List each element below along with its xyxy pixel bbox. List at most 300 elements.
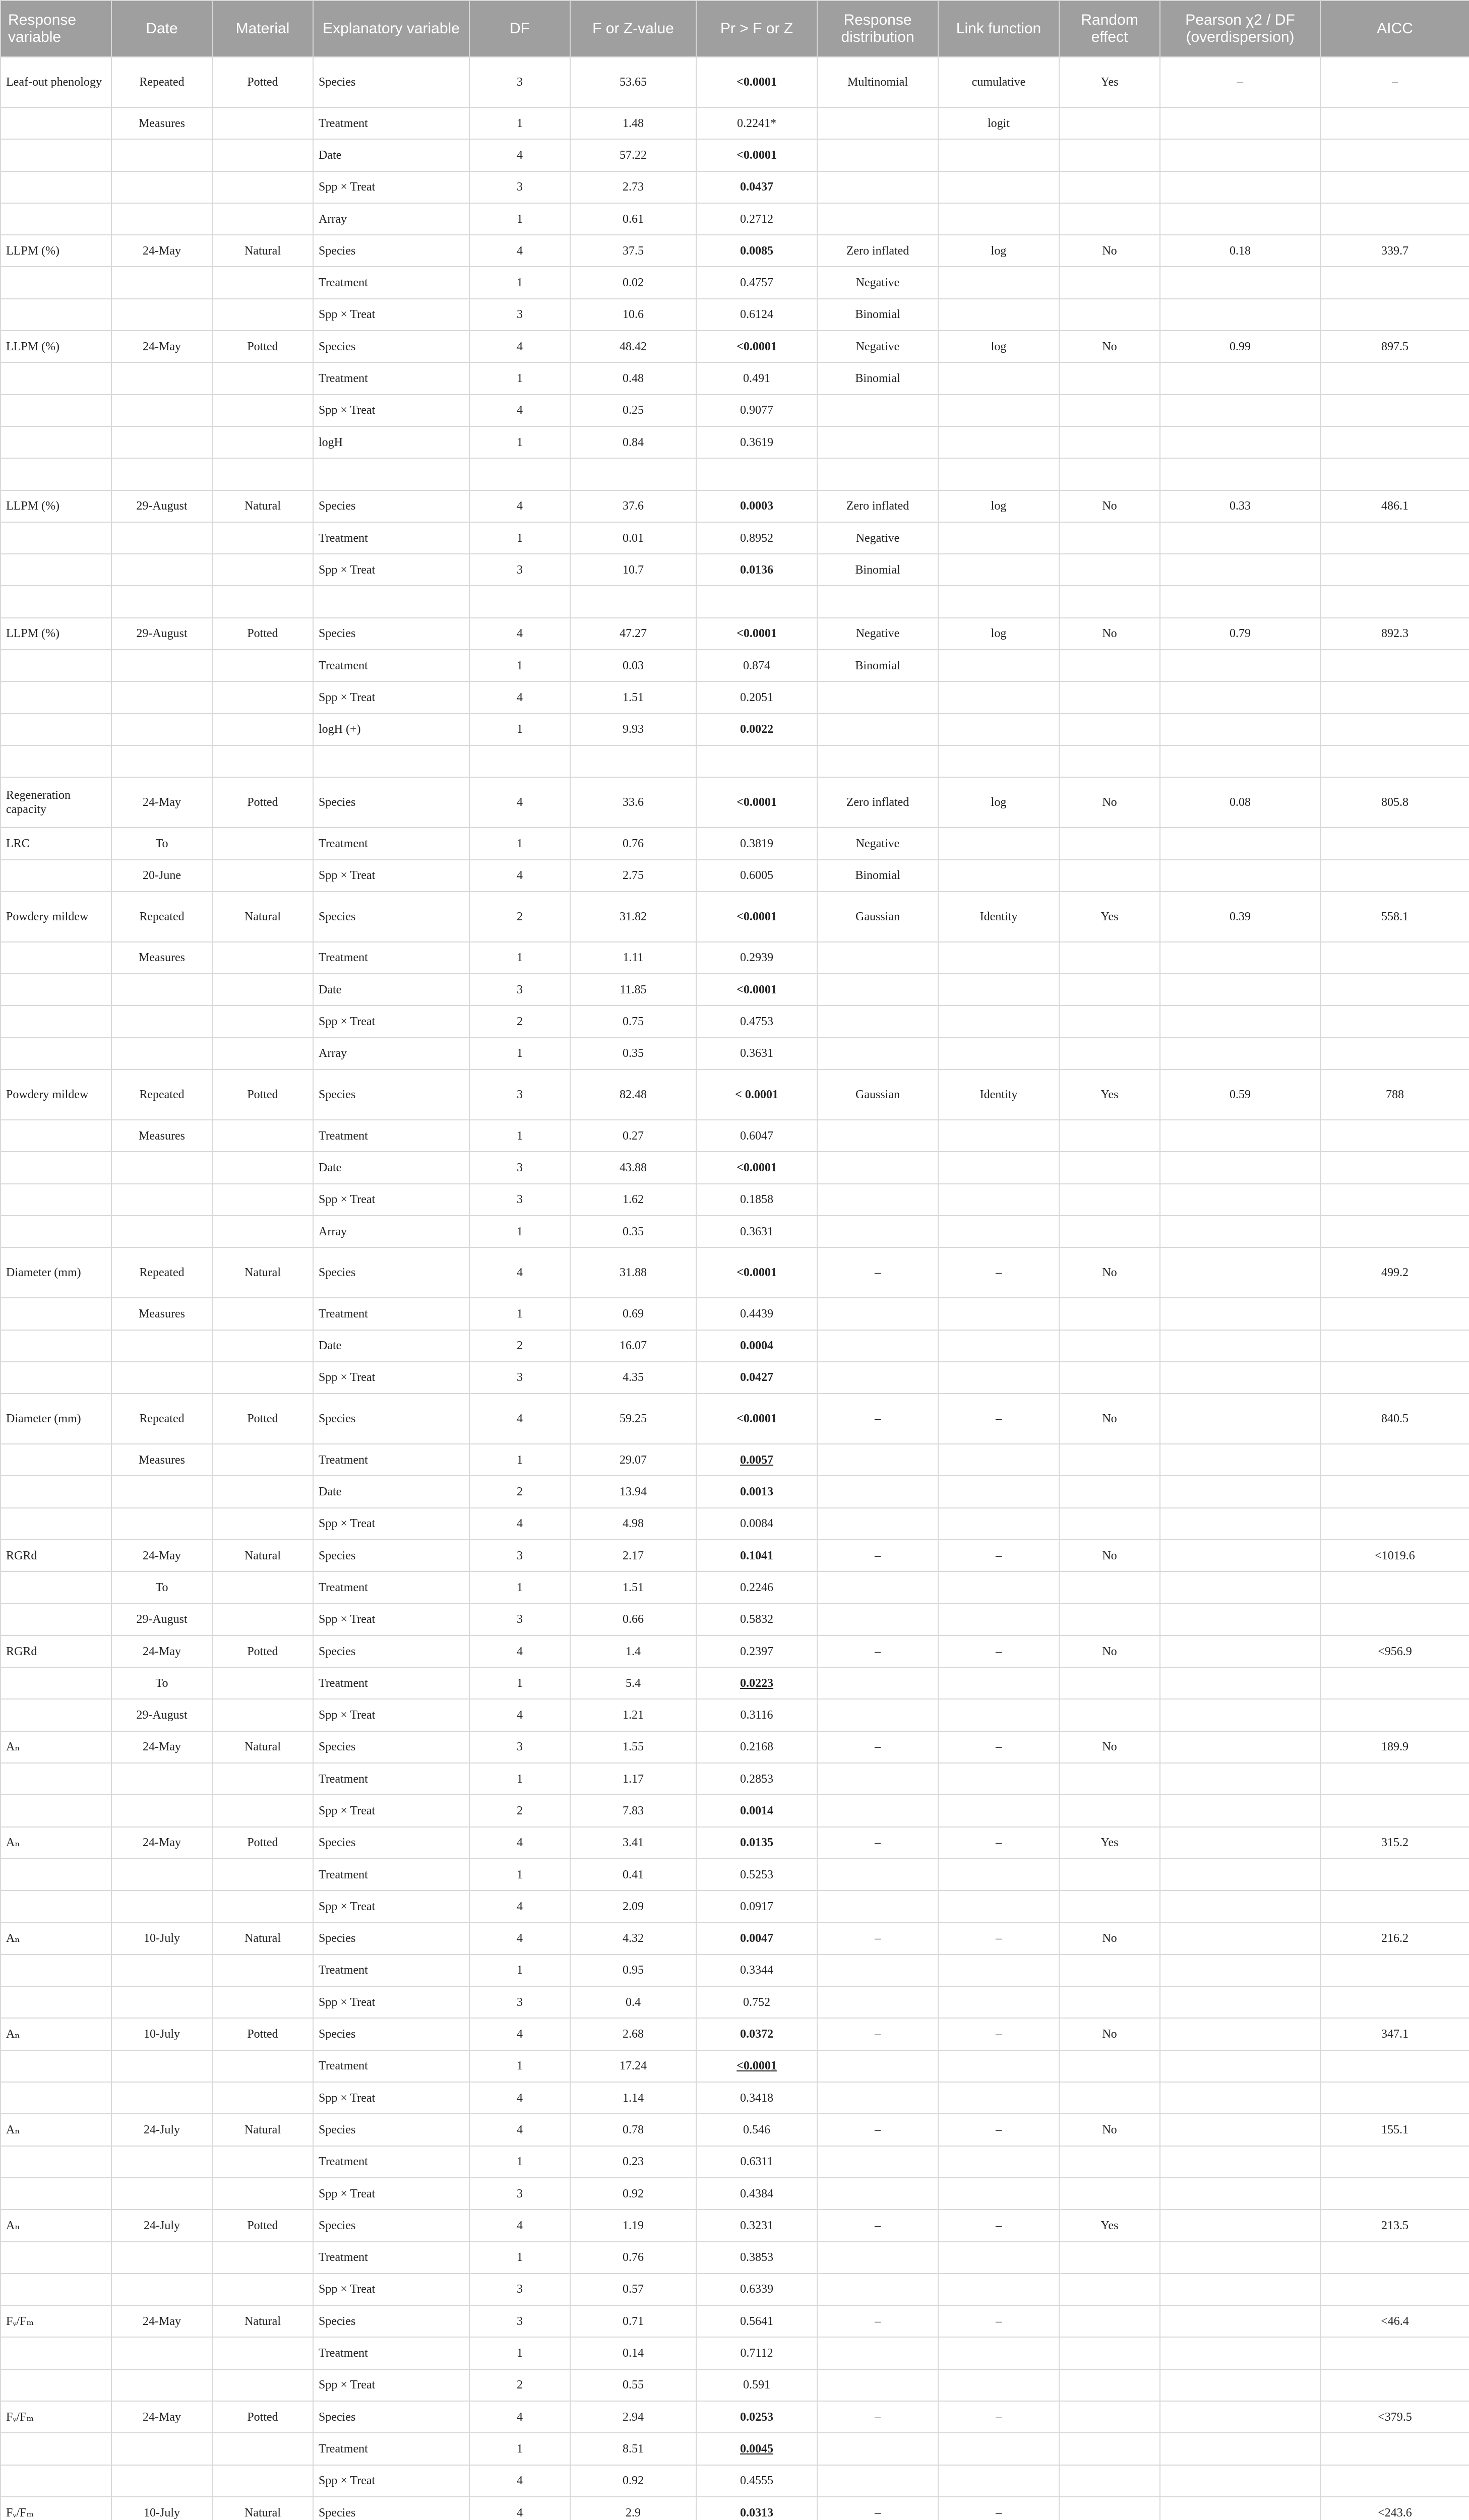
cell-p-value: 0.2168	[696, 1731, 817, 1763]
cell-overdispersion: 0.99	[1160, 331, 1320, 362]
cell-response-distribution	[817, 2242, 938, 2274]
cell-material	[212, 1859, 313, 1891]
cell-overdispersion	[1160, 2305, 1320, 2337]
cell-aicc	[1320, 1120, 1469, 1152]
table-row	[1, 2465, 1469, 2497]
cell-material	[212, 1216, 313, 1247]
cell-f-value: 1.51	[570, 1571, 696, 1603]
cell-response-variable	[1, 714, 111, 745]
table-row	[1, 1731, 1469, 1763]
cell-overdispersion	[1160, 1247, 1320, 1298]
cell-response-distribution: Binomial	[817, 860, 938, 892]
cell-explanatory-variable: Species	[313, 1247, 469, 1298]
cell-response-variable	[1, 395, 111, 426]
cell-response-variable	[1, 1005, 111, 1037]
cell-link-function	[938, 828, 1059, 859]
cell-response-variable: LLPM (%)	[1, 331, 111, 362]
cell-date	[111, 2242, 212, 2274]
cell-df: 3	[469, 554, 570, 586]
cell-material	[212, 681, 313, 713]
cell-f-value: 0.48	[570, 362, 696, 394]
cell-aicc	[1320, 203, 1469, 235]
table-row	[1, 681, 1469, 713]
cell-response-distribution: –	[817, 1923, 938, 1955]
cell-material: Natural	[212, 1923, 313, 1955]
cell-df: 4	[469, 618, 570, 650]
cell-p-value: 0.1858	[696, 1184, 817, 1216]
cell-df: 1	[469, 1444, 570, 1476]
cell-explanatory-variable: Species	[313, 235, 469, 267]
cell-material	[212, 1986, 313, 2018]
cell-overdispersion	[1160, 1891, 1320, 1922]
table-row	[1, 1298, 1469, 1330]
cell-f-value: 1.4	[570, 1635, 696, 1667]
cell-aicc	[1320, 1763, 1469, 1795]
cell-material: Natural	[212, 1731, 313, 1763]
cell-f-value: 0.02	[570, 267, 696, 298]
cell-explanatory-variable: Date	[313, 1476, 469, 1507]
cell-response-distribution	[817, 1667, 938, 1699]
cell-aicc	[1320, 1362, 1469, 1394]
cell-df: 2	[469, 1476, 570, 1507]
cell-date: 10-July	[111, 1923, 212, 1955]
cell-f-value: 16.07	[570, 1330, 696, 1362]
cell-f-value: 2.09	[570, 1891, 696, 1922]
cell-aicc	[1320, 681, 1469, 713]
cell-date: 29-August	[111, 1604, 212, 1635]
cell-overdispersion	[1160, 681, 1320, 713]
cell-explanatory-variable: Species	[313, 1731, 469, 1763]
cell-date: Measures	[111, 942, 212, 974]
cell-overdispersion	[1160, 1859, 1320, 1891]
cell-aicc	[1320, 2082, 1469, 2114]
cell-explanatory-variable: Spp × Treat	[313, 1184, 469, 1216]
cell-link-function	[938, 1571, 1059, 1603]
cell-explanatory-variable: Species	[313, 2401, 469, 2433]
cell-f-value: 11.85	[570, 974, 696, 1005]
cell-f-value: 31.82	[570, 892, 696, 942]
cell-material	[212, 2369, 313, 2401]
cell-link-function	[938, 1184, 1059, 1216]
cell-date: Measures	[111, 1444, 212, 1476]
cell-response-distribution	[817, 1298, 938, 1330]
table-row	[1, 777, 1469, 828]
cell-link-function	[938, 974, 1059, 1005]
cell-p-value: 0.0917	[696, 1891, 817, 1922]
cell-f-value: 0.76	[570, 828, 696, 859]
cell-link-function	[938, 1476, 1059, 1507]
cell-explanatory-variable: Species	[313, 2114, 469, 2146]
cell-df: 1	[469, 2433, 570, 2465]
cell-df	[469, 458, 570, 490]
cell-df: 3	[469, 2274, 570, 2305]
cell-explanatory-variable: Treatment	[313, 1859, 469, 1891]
cell-link-function: –	[938, 2114, 1059, 2146]
cell-response-distribution: –	[817, 2018, 938, 2050]
cell-p-value: 0.5641	[696, 2305, 817, 2337]
cell-response-variable	[1, 2082, 111, 2114]
cell-response-variable	[1, 860, 111, 892]
cell-aicc: 216.2	[1320, 1923, 1469, 1955]
cell-random-effect	[1059, 2178, 1160, 2210]
cell-response-distribution	[817, 2146, 938, 2178]
cell-df: 4	[469, 2018, 570, 2050]
table-row	[1, 1444, 1469, 1476]
cell-p-value: 0.0003	[696, 490, 817, 522]
cell-aicc	[1320, 1699, 1469, 1731]
cell-material	[212, 942, 313, 974]
cell-aicc	[1320, 2274, 1469, 2305]
cell-overdispersion	[1160, 650, 1320, 681]
cell-explanatory-variable: Spp × Treat	[313, 1795, 469, 1826]
cell-response-distribution	[817, 974, 938, 1005]
cell-aicc	[1320, 650, 1469, 681]
cell-material: Potted	[212, 1827, 313, 1859]
cell-link-function	[938, 1508, 1059, 1540]
cell-random-effect	[1059, 107, 1160, 139]
cell-p-value: 0.3631	[696, 1038, 817, 1069]
cell-overdispersion: 0.79	[1160, 618, 1320, 650]
cell-p-value: 0.3116	[696, 1699, 817, 1731]
cell-explanatory-variable: Treatment	[313, 650, 469, 681]
cell-explanatory-variable: Treatment	[313, 1667, 469, 1699]
cell-date: To	[111, 1571, 212, 1603]
cell-link-function	[938, 745, 1059, 777]
cell-aicc	[1320, 362, 1469, 394]
cell-df: 2	[469, 2369, 570, 2401]
cell-random-effect	[1059, 1859, 1160, 1891]
cell-response-distribution: Zero inflated	[817, 777, 938, 828]
cell-link-function: –	[938, 1827, 1059, 1859]
cell-response-distribution	[817, 2337, 938, 2369]
cell-date	[111, 1216, 212, 1247]
table-row	[1, 2082, 1469, 2114]
cell-response-variable	[1, 1120, 111, 1152]
cell-material	[212, 1955, 313, 1986]
cell-response-distribution	[817, 1604, 938, 1635]
cell-p-value: 0.3619	[696, 426, 817, 458]
cell-material: Potted	[212, 1394, 313, 1444]
cell-response-variable	[1, 554, 111, 586]
cell-date: 24-May	[111, 235, 212, 267]
cell-f-value	[570, 745, 696, 777]
cell-link-function	[938, 299, 1059, 331]
cell-material	[212, 203, 313, 235]
cell-response-variable	[1, 1038, 111, 1069]
cell-link-function	[938, 2242, 1059, 2274]
cell-date: 24-May	[111, 2401, 212, 2433]
cell-date	[111, 522, 212, 554]
cell-aicc: <956.9	[1320, 1635, 1469, 1667]
cell-explanatory-variable: Treatment	[313, 828, 469, 859]
cell-p-value	[696, 745, 817, 777]
cell-df: 3	[469, 1731, 570, 1763]
cell-p-value: 0.0084	[696, 1508, 817, 1540]
cell-p-value: 0.2939	[696, 942, 817, 974]
cell-df: 3	[469, 1540, 570, 1571]
cell-response-distribution: –	[817, 2305, 938, 2337]
cell-aicc	[1320, 1795, 1469, 1826]
cell-date	[111, 1955, 212, 1986]
table-row	[1, 1795, 1469, 1826]
header-explanatory-variable: Explanatory variable	[313, 1, 469, 57]
cell-random-effect	[1059, 1891, 1160, 1922]
cell-material	[212, 1362, 313, 1394]
cell-aicc: 840.5	[1320, 1394, 1469, 1444]
cell-df: 1	[469, 1763, 570, 1795]
cell-date: 29-August	[111, 1699, 212, 1731]
cell-response-distribution: Gaussian	[817, 892, 938, 942]
cell-p-value: 0.0253	[696, 2401, 817, 2433]
cell-date: 10-July	[111, 2018, 212, 2050]
cell-date	[111, 2337, 212, 2369]
cell-df: 1	[469, 522, 570, 554]
cell-link-function	[938, 1038, 1059, 1069]
cell-link-function: log	[938, 490, 1059, 522]
cell-material	[212, 1604, 313, 1635]
cell-material	[212, 1444, 313, 1476]
cell-link-function	[938, 395, 1059, 426]
cell-link-function: –	[938, 2018, 1059, 2050]
cell-explanatory-variable: Species	[313, 1540, 469, 1571]
cell-link-function	[938, 1330, 1059, 1362]
cell-f-value: 2.68	[570, 2018, 696, 2050]
cell-f-value: 2.73	[570, 171, 696, 203]
cell-f-value: 1.21	[570, 1699, 696, 1731]
cell-overdispersion	[1160, 1298, 1320, 1330]
cell-explanatory-variable: Spp × Treat	[313, 1891, 469, 1922]
cell-response-variable	[1, 1362, 111, 1394]
cell-date: Repeated	[111, 57, 212, 107]
cell-p-value: 0.0223	[696, 1667, 817, 1699]
cell-random-effect	[1059, 2369, 1160, 2401]
cell-f-value: 0.66	[570, 1604, 696, 1635]
cell-overdispersion	[1160, 1571, 1320, 1603]
cell-aicc	[1320, 458, 1469, 490]
cell-overdispersion	[1160, 1731, 1320, 1763]
cell-f-value: 0.14	[570, 2337, 696, 2369]
cell-response-distribution	[817, 203, 938, 235]
cell-response-distribution	[817, 458, 938, 490]
cell-response-distribution: Binomial	[817, 362, 938, 394]
cell-material	[212, 1795, 313, 1826]
cell-link-function: –	[938, 1923, 1059, 1955]
cell-link-function	[938, 942, 1059, 974]
cell-df: 1	[469, 107, 570, 139]
cell-overdispersion	[1160, 171, 1320, 203]
cell-aicc	[1320, 1005, 1469, 1037]
cell-response-distribution: Zero inflated	[817, 490, 938, 522]
cell-response-distribution	[817, 1891, 938, 1922]
cell-overdispersion	[1160, 974, 1320, 1005]
cell-random-effect: No	[1059, 235, 1160, 267]
cell-df: 1	[469, 1298, 570, 1330]
cell-link-function	[938, 2337, 1059, 2369]
cell-f-value: 1.14	[570, 2082, 696, 2114]
cell-response-variable	[1, 2178, 111, 2210]
cell-date: 24-May	[111, 1540, 212, 1571]
cell-link-function	[938, 554, 1059, 586]
table-row	[1, 2146, 1469, 2178]
cell-f-value: 2.94	[570, 2401, 696, 2433]
cell-material	[212, 2274, 313, 2305]
cell-explanatory-variable: Spp × Treat	[313, 1508, 469, 1540]
cell-p-value: 0.2241*	[696, 107, 817, 139]
cell-random-effect: No	[1059, 618, 1160, 650]
cell-p-value: 0.0427	[696, 1362, 817, 1394]
cell-df: 4	[469, 490, 570, 522]
cell-date: Repeated	[111, 1247, 212, 1298]
cell-overdispersion	[1160, 522, 1320, 554]
cell-response-variable	[1, 2465, 111, 2497]
cell-df: 4	[469, 1247, 570, 1298]
cell-date	[111, 1362, 212, 1394]
cell-link-function	[938, 860, 1059, 892]
cell-f-value: 59.25	[570, 1394, 696, 1444]
cell-df: 4	[469, 235, 570, 267]
cell-explanatory-variable: Spp × Treat	[313, 554, 469, 586]
table-row	[1, 1540, 1469, 1571]
cell-aicc: <1019.6	[1320, 1540, 1469, 1571]
cell-df: 3	[469, 2178, 570, 2210]
cell-response-distribution	[817, 107, 938, 139]
cell-random-effect	[1059, 1444, 1160, 1476]
cell-p-value: 0.6047	[696, 1120, 817, 1152]
cell-material	[212, 139, 313, 171]
cell-aicc	[1320, 2369, 1469, 2401]
cell-date: Measures	[111, 1298, 212, 1330]
table-row	[1, 1699, 1469, 1731]
cell-df: 4	[469, 777, 570, 828]
cell-response-distribution	[817, 1444, 938, 1476]
table-row	[1, 1038, 1469, 1069]
cell-link-function	[938, 1005, 1059, 1037]
cell-date: 24-May	[111, 1827, 212, 1859]
cell-df	[469, 745, 570, 777]
cell-response-variable: Aₙ	[1, 1827, 111, 1859]
cell-overdispersion	[1160, 2050, 1320, 2082]
table-row	[1, 1152, 1469, 1183]
cell-link-function	[938, 1667, 1059, 1699]
table-body	[1, 57, 1469, 2520]
cell-link-function	[938, 2082, 1059, 2114]
cell-response-variable	[1, 1184, 111, 1216]
cell-material	[212, 395, 313, 426]
cell-overdispersion	[1160, 1362, 1320, 1394]
cell-p-value: 0.6005	[696, 860, 817, 892]
cell-response-variable	[1, 745, 111, 777]
table-row	[1, 426, 1469, 458]
cell-response-variable: LLPM (%)	[1, 490, 111, 522]
cell-overdispersion	[1160, 362, 1320, 394]
cell-response-distribution	[817, 2050, 938, 2082]
cell-link-function: cumulative	[938, 57, 1059, 107]
cell-df: 4	[469, 139, 570, 171]
cell-f-value: 1.51	[570, 681, 696, 713]
cell-overdispersion	[1160, 1540, 1320, 1571]
cell-explanatory-variable: Spp × Treat	[313, 2274, 469, 2305]
cell-p-value: 0.491	[696, 362, 817, 394]
cell-p-value: 0.0014	[696, 1795, 817, 1826]
cell-explanatory-variable: Treatment	[313, 1444, 469, 1476]
cell-aicc	[1320, 2337, 1469, 2369]
cell-f-value: 4.32	[570, 1923, 696, 1955]
cell-f-value: 8.51	[570, 2433, 696, 2465]
table-row	[1, 2369, 1469, 2401]
cell-date: 24-May	[111, 1731, 212, 1763]
cell-df: 4	[469, 2401, 570, 2433]
cell-overdispersion	[1160, 1476, 1320, 1507]
cell-response-distribution: Gaussian	[817, 1069, 938, 1120]
cell-df: 4	[469, 2082, 570, 2114]
cell-p-value: 0.5832	[696, 1604, 817, 1635]
cell-random-effect	[1059, 1216, 1160, 1247]
cell-f-value: 4.98	[570, 1508, 696, 1540]
cell-aicc	[1320, 426, 1469, 458]
cell-explanatory-variable: Treatment	[313, 522, 469, 554]
cell-material: Natural	[212, 235, 313, 267]
cell-random-effect: Yes	[1059, 57, 1160, 107]
cell-date: 24-May	[111, 1635, 212, 1667]
cell-date	[111, 267, 212, 298]
cell-explanatory-variable: Treatment	[313, 942, 469, 974]
cell-f-value: 2.9	[570, 2497, 696, 2520]
cell-response-distribution: Negative	[817, 828, 938, 859]
cell-f-value: 2.75	[570, 860, 696, 892]
cell-df: 4	[469, 2210, 570, 2241]
table-row	[1, 1859, 1469, 1891]
cell-aicc	[1320, 942, 1469, 974]
cell-p-value: 0.2853	[696, 1763, 817, 1795]
cell-response-distribution: –	[817, 1540, 938, 1571]
cell-material: Natural	[212, 2114, 313, 2146]
cell-overdispersion	[1160, 203, 1320, 235]
cell-material: Natural	[212, 892, 313, 942]
cell-aicc: 892.3	[1320, 618, 1469, 650]
cell-explanatory-variable: Treatment	[313, 362, 469, 394]
header-overdispersion: Pearson χ2 / DF (overdispersion)	[1160, 1, 1320, 57]
cell-response-distribution: Negative	[817, 267, 938, 298]
cell-material	[212, 586, 313, 617]
cell-overdispersion	[1160, 1986, 1320, 2018]
cell-link-function: log	[938, 777, 1059, 828]
cell-response-variable	[1, 139, 111, 171]
cell-response-variable	[1, 2242, 111, 2274]
cell-response-variable	[1, 1571, 111, 1603]
cell-date	[111, 1763, 212, 1795]
cell-link-function	[938, 1604, 1059, 1635]
cell-random-effect	[1059, 860, 1160, 892]
cell-random-effect: No	[1059, 2018, 1160, 2050]
cell-random-effect	[1059, 586, 1160, 617]
cell-response-variable	[1, 1444, 111, 1476]
cell-response-distribution	[817, 2274, 938, 2305]
cell-overdispersion: 0.18	[1160, 235, 1320, 267]
cell-p-value: 0.0437	[696, 171, 817, 203]
cell-response-distribution	[817, 1795, 938, 1826]
cell-p-value: 0.0022	[696, 714, 817, 745]
cell-random-effect	[1059, 554, 1160, 586]
cell-link-function	[938, 1298, 1059, 1330]
cell-p-value: <0.0001	[696, 139, 817, 171]
cell-explanatory-variable: Species	[313, 490, 469, 522]
cell-p-value: 0.0135	[696, 1827, 817, 1859]
cell-explanatory-variable: Spp × Treat	[313, 395, 469, 426]
cell-df: 1	[469, 267, 570, 298]
table-row	[1, 892, 1469, 942]
cell-overdispersion	[1160, 299, 1320, 331]
cell-response-distribution: –	[817, 1635, 938, 1667]
